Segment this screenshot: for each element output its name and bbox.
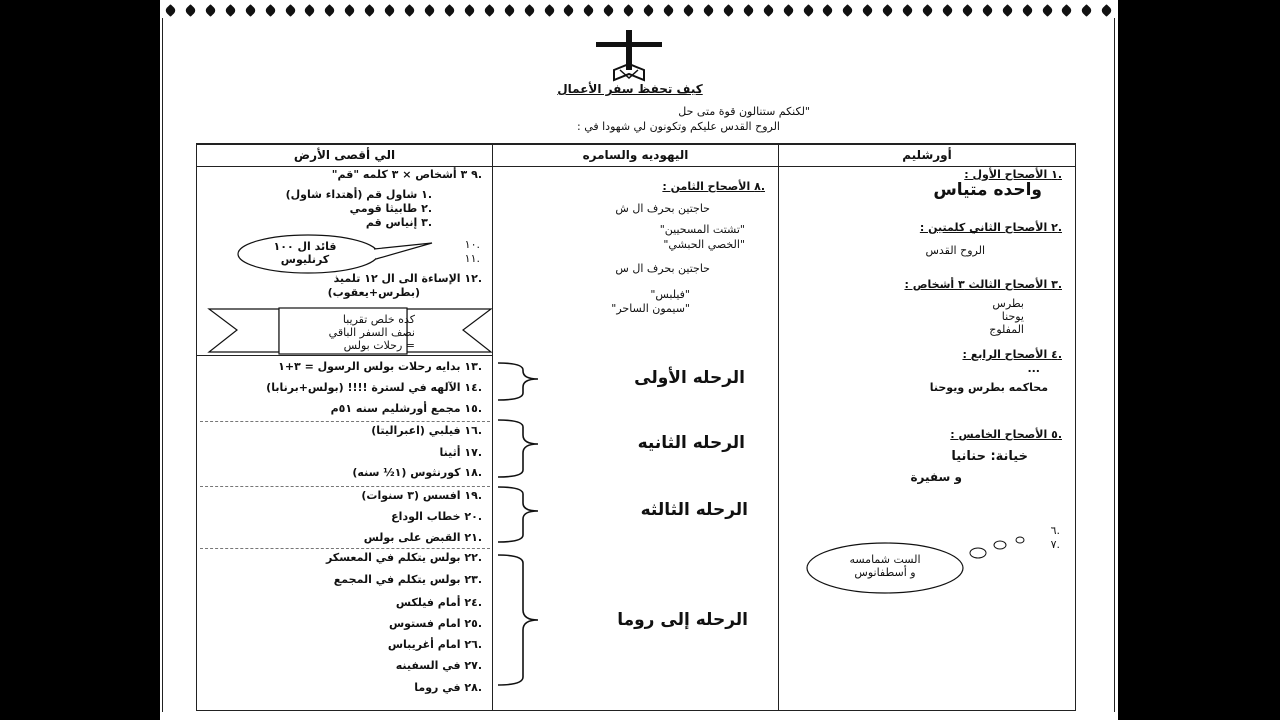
group-divider <box>200 486 490 487</box>
jerusalem-item-7: .٧ <box>1050 538 1060 551</box>
column-header-judea: اليهوديه والسامره <box>582 148 689 162</box>
decorative-border <box>160 6 1118 20</box>
list-item: .١٦ فيلبي (اعبراليتا) <box>371 424 482 437</box>
list-item: .٢٧ في السفينه <box>395 659 482 672</box>
table-left-border <box>196 143 197 711</box>
jerusalem-item-5-label: .٥ الأصحاح الخامس : <box>950 428 1062 441</box>
jerusalem-item-1-label: .١ الأصحاح الأول : <box>964 168 1062 181</box>
sub-2: .٢ طابيثا قومي <box>349 202 432 215</box>
cross-book-icon <box>590 26 670 88</box>
right-border <box>1114 18 1115 712</box>
scroll-line-1: كده خلص تقريبا <box>342 313 415 326</box>
left-border <box>162 18 163 712</box>
jerusalem-item-4-dots: ... <box>1027 362 1040 375</box>
cloud-line-1: الست شمامسه <box>849 553 921 566</box>
group-divider <box>200 421 490 422</box>
list-item: .١٩ افسس (٣ سنوات) <box>361 489 482 502</box>
jerusalem-item-1-value: واحده متياس <box>933 180 1042 200</box>
judea-sh-1: "تشتت المسحيين" <box>659 223 745 236</box>
thought-cloud-text <box>830 553 940 579</box>
list-item: .٢٦ امام أغريباس <box>387 638 482 651</box>
page-title: كيف تحفظ سفر الأعمال <box>557 82 703 96</box>
speech-bubble-text <box>250 240 360 266</box>
earth-item-12-line-1: .١٢ الإساءة الى ال ١٢ تلميذ <box>333 272 482 285</box>
judea-sh-label: حاجتين بحرف ال ش <box>615 202 710 215</box>
jerusalem-item-2-label: .٢ الأصحاح الثاني كلمتين : <box>919 221 1062 234</box>
jerusalem-item-3-label: .٣ الأصحاح الثالث ٣ أشخاص : <box>904 278 1062 291</box>
jerusalem-item-3-values <box>900 297 1024 336</box>
jerusalem-item-2-value: الروح القدس <box>925 244 985 257</box>
scroll-line-3: = رحلات بولس <box>343 339 415 352</box>
journey-3-label: الرحله الثالثه <box>640 500 748 520</box>
list-item: .١٤ الآلهه في لسترة !!!! (بولس+برنابا) <box>266 381 482 394</box>
document-page <box>160 0 1118 720</box>
person-3: المفلوج <box>989 323 1024 336</box>
table-bottom-border <box>196 710 1076 711</box>
list-item: .١٣ بدايه رحلات بولس الرسول = ٣+١ <box>278 360 482 373</box>
bubble-line-2: كرنليوس <box>280 253 330 266</box>
earth-item-11: .١١ <box>464 252 480 265</box>
list-item: .٢٨ في روما <box>414 681 482 694</box>
jerusalem-item-4-value: محاكمه بطرس ويوحنا <box>929 381 1048 394</box>
jerusalem-item-6: .٦ <box>1050 524 1060 537</box>
earth-item-9: .٩ ٣ أشخاص × ٣ كلمه "قم" <box>331 168 482 181</box>
person-2: يوحنا <box>1001 310 1024 323</box>
earth-item-10: .١٠ <box>464 238 480 251</box>
list-item: .٢٠ خطاب الوداع <box>391 510 482 523</box>
column-header-jerusalem: أورشليم <box>902 148 952 162</box>
journey-2-label: الرحله الثانيه <box>637 433 745 453</box>
table-header-divider <box>196 166 1076 167</box>
judea-s-label: حاجتين بحرف ال س <box>615 262 710 275</box>
judea-item-8-label: .٨ الأصحاح الثامن : <box>662 180 765 193</box>
cloud-line-2: و أسطفانوس <box>854 566 916 579</box>
list-item: .١٥ مجمع أورشليم سنه ٥١م <box>330 402 482 415</box>
journey-1-label: الرحله الأولى <box>634 368 745 388</box>
jerusalem-item-5-value-2: و سفيرة <box>910 470 962 484</box>
table-top-border <box>196 143 1076 145</box>
verse-line-2: الروح القدس عليكم وتكونون لي شهودا في : <box>577 120 780 133</box>
judea-s-1: "فيلبس" <box>650 288 690 301</box>
scroll-line-2: نصف السفر الباقي <box>328 326 415 339</box>
earth-item-12-line-2: (بطرس+يعقوب) <box>327 286 420 299</box>
list-item: .١٧ أثينا <box>439 446 482 459</box>
verse-line-1: "لكنكم ستنالون قوة متى حل <box>678 105 810 118</box>
person-1: بطرس <box>992 297 1024 310</box>
sub-3: .٣ إنياس قم <box>365 216 432 229</box>
sub-1: .١ شاول قم (أهتداء شاول) <box>285 188 432 201</box>
scroll-banner-text <box>280 313 415 352</box>
judea-s-2: "سيمون الساحر" <box>611 302 690 315</box>
table-col-divider-2 <box>778 143 779 711</box>
bubble-line-1: قائد ال ١٠٠ <box>273 240 337 253</box>
list-item: .٢٢ بولس يتكلم في المعسكر <box>325 551 482 564</box>
column-header-earth: الي أقصى الأرض <box>293 148 396 162</box>
judea-sh-2: "الخصي الحبشي" <box>663 238 745 251</box>
list-item: .٢٥ امام فستوس <box>388 617 482 630</box>
journey-4-label: الرحله إلى روما <box>617 610 748 630</box>
jerusalem-item-4-label: .٤ الأصحاح الرابع : <box>962 348 1062 361</box>
earth-item-9-subs <box>260 188 432 230</box>
group-divider <box>200 548 490 549</box>
list-item: .٢٤ أمام فيلكس <box>395 596 482 609</box>
list-item: .٢١ القبض على بولس <box>363 531 482 544</box>
journey-braces <box>493 355 553 695</box>
group-1-top-border <box>197 355 492 356</box>
table-right-border <box>1075 143 1076 711</box>
jerusalem-item-5-value-1: خيانة: حنانيا <box>951 449 1028 464</box>
list-item: .٢٣ بولس يتكلم في المجمع <box>333 573 482 586</box>
list-item: .١٨ كورنثوس (١½ سنه) <box>352 466 482 479</box>
